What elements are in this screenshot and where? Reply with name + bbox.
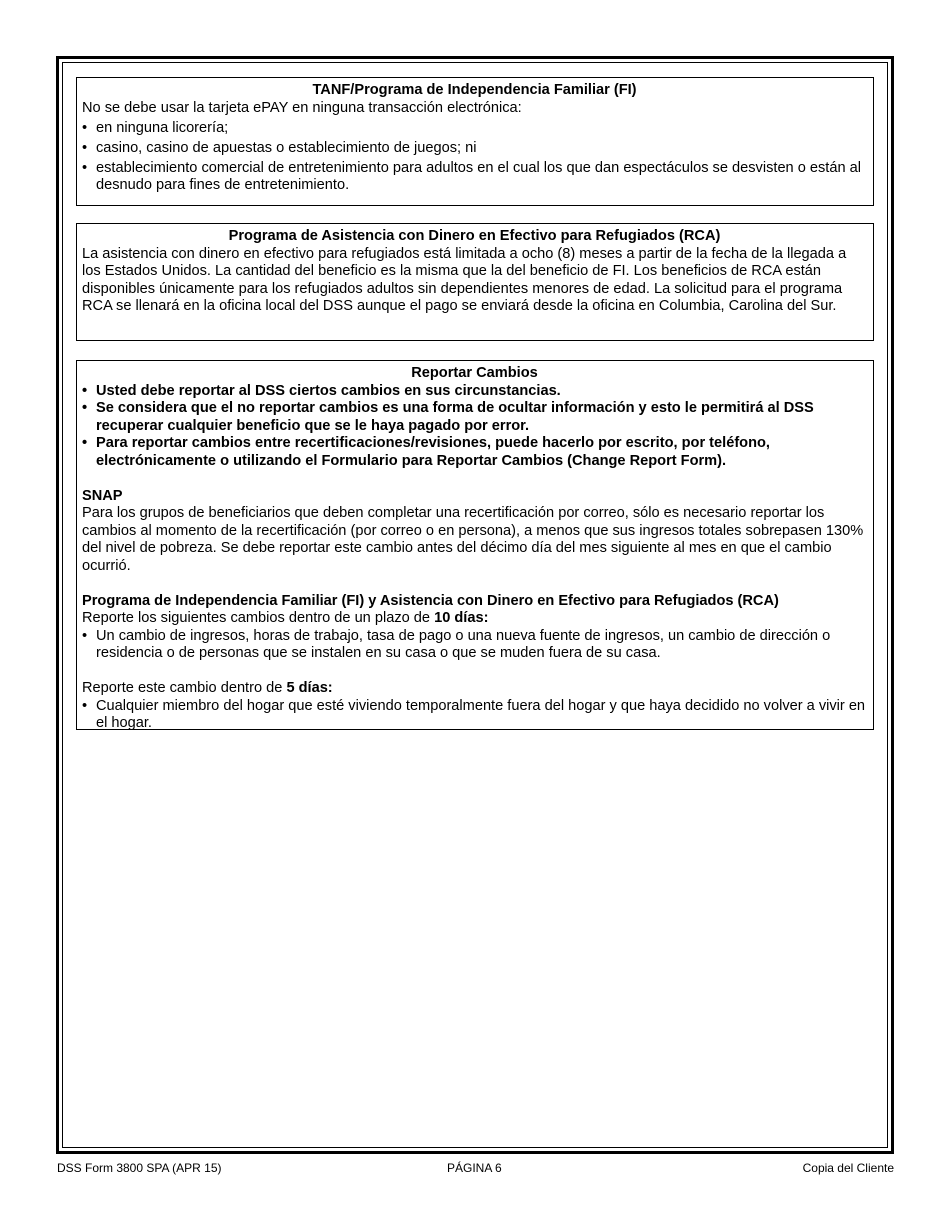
inner-frame [62, 62, 888, 1148]
page-frame [56, 56, 894, 1154]
ten-day-intro [82, 610, 867, 628]
rca-section [76, 223, 874, 341]
fi-rca-heading: Programa de Independencia Familiar (FI) y Asistencia con Dinero en Efectivo para Refugiados (RCA) [82, 592, 779, 609]
list-item: • casino, casino de apuestas o establecimiento de juegos; ni [82, 140, 867, 158]
list-item: • en ninguna licorería; [82, 120, 867, 138]
ten-day-list [82, 628, 867, 663]
list-item: • Se considera que el no reportar cambios es una forma de ocultar información y esto le permitirá al DSS recuperar cualquier beneficio que se le haya pagado por error. [82, 400, 867, 435]
rca-section-title: Programa de Asistencia con Dinero en Efectivo para Refugiados (RCA) [228, 228, 721, 244]
five-day-list [82, 698, 867, 733]
form-id: DSS Form 3800 SPA (APR 15) [57, 1161, 222, 1175]
list-item: • Cualquier miembro del hogar que esté viviendo temporalmente fuera del hogar y que haya decidido no volver a vivir en el hogar. [82, 698, 867, 733]
rca-section-body: La asistencia con dinero en efectivo para refugiados está limitada a ocho (8) meses a partir de la fecha de la llegada a los Estados Unidos. La cantidad del beneficio es la misma que la del beneficio de FI. Los beneficios de RCA están disponibles únicamente para los refugiados adultos sin dependientes menores de edad. La solicitud para el programa RCA se llenará en la oficina local del DSS aunque el pago se enviará desde la oficina en Columbia, Carolina del Sur. [82, 245, 847, 314]
snap-body: Para los grupos de beneficiarios que deben completar una recertificación por correo, sólo es necesario reportar los cambios al momento de la recertificación (por correo o en persona), a menos que sus ingresos totales sobrepasen 130% del nivel de pobreza. Se debe reportar este cambio antes del décimo día del mes siguiente al mes en que el cambio ocurrió. [82, 505, 864, 574]
fi-restrictions-list [82, 120, 867, 195]
five-day-intro [82, 680, 867, 698]
list-item: • Para reportar cambios entre recertificaciones/revisiones, puede hacerlo por escrito, por teléfono, electrónicamente o utilizando el Formulario para Reportar Cambios (Change Report Form). [82, 435, 867, 470]
ten-day-deadline: 10 días: [434, 610, 489, 626]
ten-day-intro-text: Reporte los siguientes cambios dentro de un plazo de [82, 610, 435, 626]
list-item: • Usted debe reportar al DSS ciertos cambios en sus circunstancias. [82, 383, 867, 401]
list-item: • establecimiento comercial de entretenimiento para adultos en el cual los que dan espectáculos se desvisten o están al desnudo para fines de entretenimiento. [82, 160, 867, 195]
copy-label: Copia del Cliente [802, 1161, 894, 1175]
list-item: • Un cambio de ingresos, horas de trabajo, tasa de pago o una nueva fuente de ingresos, un cambio de dirección o residencia o de personas que se instalen en su casa o que se muden fuera de su casa. [82, 628, 867, 663]
fi-section-intro: No se debe usar la tarjeta ePAY en ninguna transacción electrónica: [82, 99, 522, 116]
snap-heading: SNAP [82, 487, 123, 504]
fi-section [76, 77, 874, 206]
page-number: PÁGINA 6 [447, 1161, 502, 1175]
changes-section [76, 360, 874, 730]
changes-section-title: Reportar Cambios [411, 365, 538, 381]
five-day-intro-text: Reporte este cambio dentro de [82, 680, 287, 696]
changes-rules-list [82, 383, 867, 471]
five-day-deadline: 5 días: [286, 680, 333, 696]
fi-section-title: TANF/Programa de Independencia Familiar (FI) [312, 82, 637, 98]
